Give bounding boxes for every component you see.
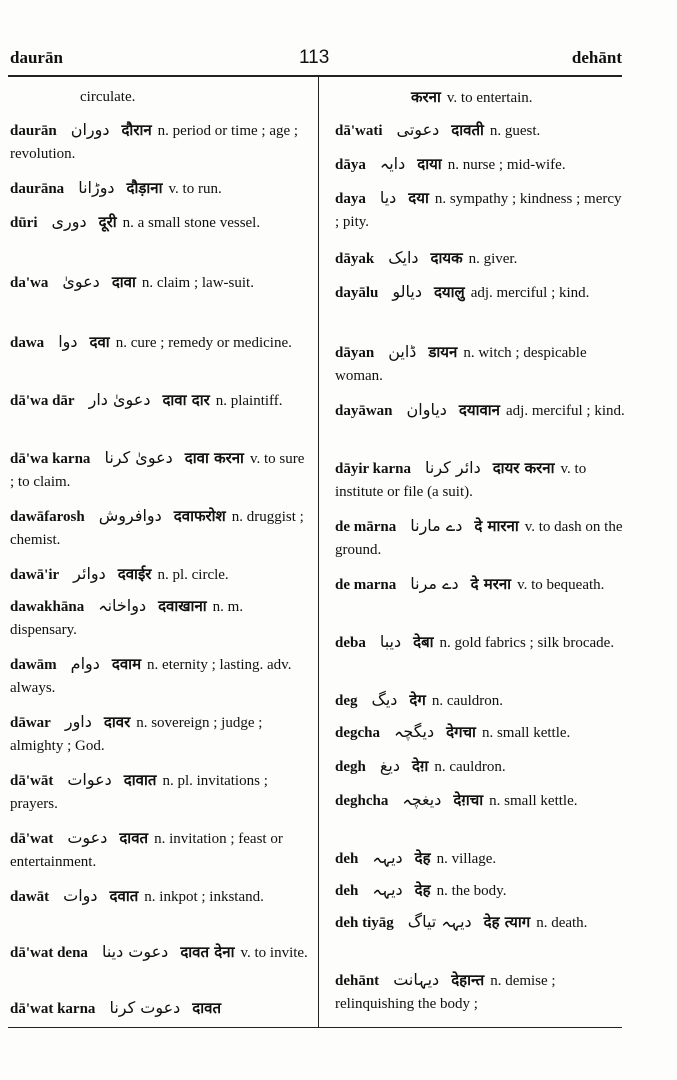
devanagari-script: दावर <box>103 713 131 731</box>
headword: dūri <box>10 215 38 231</box>
dictionary-entry <box>335 846 625 871</box>
definition: n. m. dispensary. <box>10 599 244 638</box>
headword: da'wa <box>10 275 49 291</box>
dictionary-entry <box>10 504 310 552</box>
header-rule <box>8 75 622 77</box>
headword: deg <box>335 693 358 709</box>
urdu-script: دعوات <box>67 770 112 789</box>
definition: n. the body. <box>436 883 507 899</box>
urdu-script: دائر کرنا <box>425 458 481 477</box>
dictionary-entry <box>335 630 625 655</box>
definition: n. cure ; remedy or medicine. <box>115 335 292 351</box>
devanagari-script: दूरी <box>98 213 117 231</box>
devanagari-script: दावा करना <box>184 449 244 467</box>
definition: adj. merciful ; kind. <box>506 403 625 419</box>
headword: dā'wat dena <box>10 945 88 961</box>
urdu-script: دیہانت <box>393 970 440 989</box>
dictionary-entry <box>10 768 310 816</box>
devanagari-script: डायन <box>428 343 458 361</box>
devanagari-script: दवाईर <box>117 565 152 583</box>
urdu-script: دواخانہ <box>98 596 147 615</box>
dictionary-entry <box>335 186 625 234</box>
definition: n. death. <box>536 915 588 931</box>
headword: daya <box>335 191 366 207</box>
definition: n. small kettle. <box>489 793 578 809</box>
dictionary-entry <box>335 86 625 110</box>
headword: daurāna <box>10 181 65 197</box>
definition: n. cauldron. <box>434 759 506 775</box>
devanagari-script: दावा दार <box>162 391 210 409</box>
urdu-script: داور <box>64 712 92 731</box>
urdu-script: دعوت <box>67 828 108 847</box>
definition: v. to entertain. <box>446 90 533 106</box>
urdu-script: دے مارنا <box>410 516 463 535</box>
header-last-word: dehānt <box>571 48 622 67</box>
definition: circulate. <box>80 89 136 105</box>
devanagari-script: दे मरना <box>470 575 512 593</box>
urdu-script: دعویٰ کرنا <box>104 448 173 467</box>
page-number: 113 <box>299 47 330 68</box>
urdu-script: دیگ <box>371 690 398 709</box>
headword: dā'wati <box>335 123 383 139</box>
urdu-script: دوات <box>63 886 98 905</box>
dictionary-entry <box>10 388 310 413</box>
definition: n. pl. circle. <box>157 567 229 583</box>
headword: dāwar <box>10 715 51 731</box>
headword: dāyan <box>335 345 375 361</box>
headword: dawāt <box>10 889 50 905</box>
urdu-script: دوران <box>70 120 110 139</box>
header-first-word: daurān <box>10 48 63 67</box>
dictionary-entry <box>10 118 310 166</box>
headword: deghcha <box>335 793 389 809</box>
urdu-script: ڈاین <box>388 342 417 361</box>
definition: n. gold fabrics ; silk brocade. <box>439 635 615 651</box>
headword: deh <box>335 883 359 899</box>
dictionary-entry <box>335 688 625 713</box>
dictionary-entry <box>335 572 625 597</box>
urdu-script: دایک <box>388 248 419 267</box>
urdu-script: دوڑانا <box>78 178 115 197</box>
urdu-script: دعویٰ دار <box>88 390 151 409</box>
headword: dāya <box>335 157 366 173</box>
headword: dawa <box>10 335 45 351</box>
headword: daurān <box>10 123 57 139</box>
devanagari-script: दवा <box>89 333 110 351</box>
headword: deba <box>335 635 366 651</box>
urdu-script: دیالو <box>392 282 422 301</box>
urdu-script: دیہہ تیاگ <box>407 912 472 931</box>
definition: n. giver. <box>468 251 518 267</box>
devanagari-script: दवाखाना <box>158 597 207 615</box>
definition: n. demise ; relinquishing the body ; <box>335 973 556 1012</box>
definition: n. inkpot ; inkstand. <box>144 889 264 905</box>
definition: n. a small stone vessel. <box>122 215 261 231</box>
definition: n. invitation ; feast or entertainment. <box>10 831 283 870</box>
dictionary-entry <box>10 446 310 494</box>
urdu-script: دیہہ <box>372 880 403 899</box>
urdu-script: دیا <box>379 188 397 207</box>
urdu-script: دعوتی <box>396 120 440 139</box>
definition: n. sympathy ; kindness ; mercy ; pity. <box>335 191 622 230</box>
devanagari-script: दयावान <box>458 401 501 419</box>
definition: n. plaintiff. <box>215 393 283 409</box>
urdu-script: دیغچہ <box>402 790 442 809</box>
devanagari-script: देगचा <box>446 723 476 741</box>
definition: n. eternity ; lasting. adv. always. <box>10 657 292 696</box>
devanagari-script: दावत देना <box>180 943 235 961</box>
dictionary-entry <box>10 594 310 642</box>
dictionary-entry <box>10 86 310 109</box>
dictionary-entry <box>335 280 625 305</box>
headword: dawakhāna <box>10 599 85 615</box>
headword: de mārna <box>335 519 397 535</box>
dictionary-entry <box>335 788 625 813</box>
urdu-script: دیبا <box>379 632 402 651</box>
headword: degcha <box>335 725 380 741</box>
dictionary-entry <box>10 270 310 295</box>
dictionary-entry <box>10 710 310 758</box>
headword: deh <box>335 851 359 867</box>
headword: de marna <box>335 577 397 593</box>
definition: n. period or time ; age ; revolution. <box>10 123 299 162</box>
definition: n. small kettle. <box>481 725 571 741</box>
devanagari-script: देह <box>414 881 431 899</box>
headword: dāyak <box>335 251 375 267</box>
urdu-script: دعویٰ <box>62 272 100 291</box>
urdu-script: دیاوان <box>406 400 447 419</box>
devanagari-script: दाया <box>417 155 442 173</box>
headword: dā'wat karna <box>10 1001 96 1017</box>
dictionary-entry <box>10 826 310 874</box>
urdu-script: دوائر <box>73 564 106 583</box>
headword: degh <box>335 759 366 775</box>
dictionary-entry <box>335 514 625 562</box>
headword: dā'wat <box>10 831 54 847</box>
urdu-script: دیگچہ <box>394 722 435 741</box>
dictionary-entry <box>335 152 625 177</box>
definition: adj. merciful ; kind. <box>470 285 590 301</box>
definition: n. guest. <box>489 123 541 139</box>
definition: n. claim ; law-suit. <box>141 275 254 291</box>
definition: v. to dash on the ground. <box>335 519 623 558</box>
urdu-script: دوا <box>58 332 78 351</box>
definition: n. cauldron. <box>431 693 504 709</box>
urdu-script: دے مرنا <box>410 574 459 593</box>
definition: n. village. <box>436 851 497 867</box>
devanagari-script: देह त्याग <box>483 913 531 931</box>
devanagari-script: दावत <box>192 999 222 1017</box>
headword: dayālu <box>335 285 379 301</box>
urdu-script: دوری <box>51 212 87 231</box>
urdu-script: دیہہ <box>372 848 403 867</box>
urdu-script: دیغ <box>379 756 400 775</box>
headword: dāyir karna <box>335 461 411 477</box>
dictionary-entry <box>335 246 625 271</box>
devanagari-script: दावत <box>119 829 149 847</box>
headword: dawāfarosh <box>10 509 85 525</box>
headword: dawām <box>10 657 57 673</box>
devanagari-script: देग़ <box>411 757 429 775</box>
dictionary-entry <box>335 456 625 504</box>
column-divider <box>318 77 319 1027</box>
devanagari-script: देबा <box>413 633 434 651</box>
devanagari-script: दया <box>408 189 429 207</box>
devanagari-script: दवाम <box>111 655 142 673</box>
devanagari-script: दायक <box>430 249 463 267</box>
dictionary-entry <box>335 878 625 903</box>
devanagari-script: दौड़ाना <box>126 179 163 197</box>
devanagari-script: दयालु <box>433 283 465 301</box>
dictionary-entry <box>10 996 310 1021</box>
urdu-script: دوام <box>70 654 100 673</box>
dictionary-entry <box>10 562 310 587</box>
definition: n. druggist ; chemist. <box>10 509 304 548</box>
devanagari-script: दावात <box>123 771 157 789</box>
dictionary-entry <box>335 968 625 1016</box>
devanagari-script: दवात <box>109 887 139 905</box>
dictionary-entry <box>10 330 310 355</box>
dictionary-entry <box>335 910 625 935</box>
devanagari-script: दावा <box>111 273 136 291</box>
definition: v. to sure ; to claim. <box>10 451 305 490</box>
definition: n. sovereign ; judge ; almighty ; God. <box>10 715 263 754</box>
headword: dā'wa dār <box>10 393 75 409</box>
headword: dehānt <box>335 973 380 989</box>
definition: n. nurse ; mid-wife. <box>447 157 566 173</box>
definition: v. to institute or file (a suit). <box>335 461 587 500</box>
headword: dawā'ir <box>10 567 60 583</box>
definition: v. to bequeath. <box>517 577 605 593</box>
dictionary-entry <box>10 652 310 700</box>
devanagari-script: देह <box>414 849 431 867</box>
urdu-script: دایہ <box>379 154 406 173</box>
dictionary-entry <box>335 118 625 143</box>
devanagari-script: देग़चा <box>453 791 484 809</box>
urdu-script: دعوت دینا <box>101 942 169 961</box>
devanagari-script: दौरान <box>121 121 152 139</box>
devanagari-script: करना <box>411 88 441 106</box>
definition: n. pl. invitations ; prayers. <box>10 773 268 812</box>
devanagari-script: देग <box>409 691 426 709</box>
dictionary-entry <box>335 398 625 423</box>
dictionary-entry <box>335 754 625 779</box>
definition: v. to invite. <box>240 945 308 961</box>
headword: deh tiyāg <box>335 915 394 931</box>
urdu-script: دعوت کرنا <box>109 998 181 1017</box>
dictionary-entry <box>335 340 625 388</box>
devanagari-script: देहान्त <box>451 971 485 989</box>
dictionary-entry <box>10 176 310 201</box>
dictionary-entry <box>10 210 310 235</box>
dictionary-entry <box>335 720 625 745</box>
urdu-script: دوافروش <box>98 506 162 525</box>
dictionary-entry <box>10 940 310 965</box>
footer-rule <box>8 1027 622 1028</box>
headword: dā'wāt <box>10 773 54 789</box>
dictionary-entry <box>10 884 310 909</box>
devanagari-script: दायर करना <box>492 459 555 477</box>
headword: dā'wa karna <box>10 451 91 467</box>
definition: v. to run. <box>168 181 222 197</box>
devanagari-script: दवाफरोश <box>173 507 226 525</box>
headword: dayāwan <box>335 403 393 419</box>
definition: n. witch ; despicable woman. <box>335 345 587 384</box>
devanagari-script: दावती <box>451 121 484 139</box>
devanagari-script: दे मारना <box>474 517 519 535</box>
